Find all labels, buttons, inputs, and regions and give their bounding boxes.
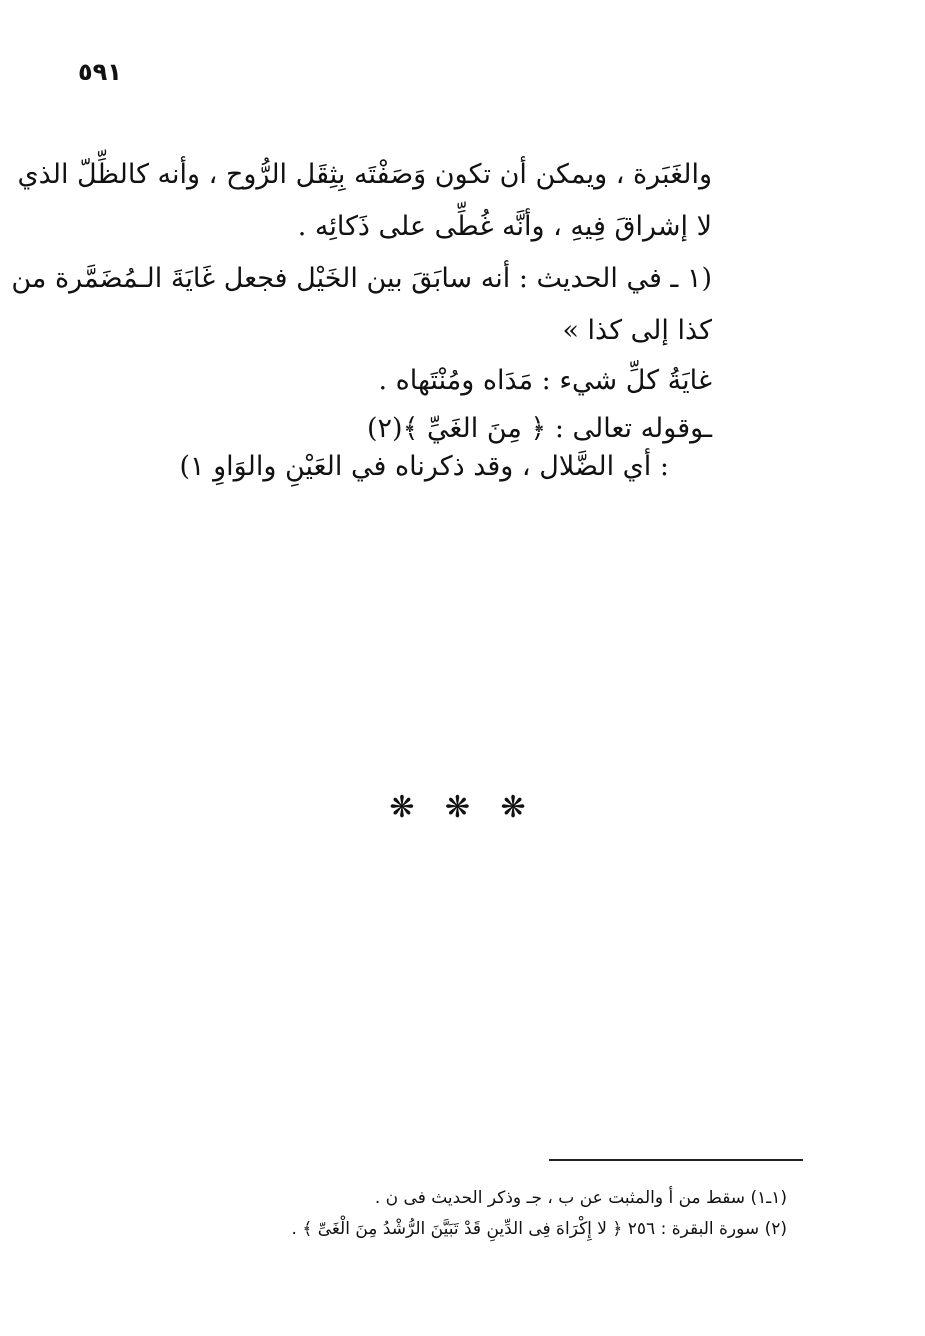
text-line-6: ـوقوله تعالى : ﴿ مِنَ الغَيِّ ﴾(٢) — [366, 413, 712, 444]
text-line-1: والغَبَرة ، ويمكن أن تكون وَصَفْتَه بِثِقَل الرُّوح ، وأنه كالظِّلّ الذي — [17, 159, 712, 190]
section-separator: ❋ ❋ ❋ — [389, 790, 536, 825]
text-line-2: لا إشراقَ فِيهِ ، وأنَّه غُطِّى على ذَكائِه . — [297, 211, 712, 242]
page-number: ٥٩١ — [78, 58, 122, 86]
footnote-divider — [549, 1159, 803, 1161]
text-line-4: كذا إلى كذا » — [562, 315, 712, 346]
main-text — [11, 152, 712, 482]
text-line-3: (١ ـ في الحديث : أنه سابَقَ بين الخَيْل فجعل غَايَةَ الـمُضَمَّرة من — [11, 263, 712, 294]
text-line-5: غايَةُ كلِّ شيء : مَدَاه ومُنْتَهاه . — [378, 365, 712, 396]
footnote-2: (٢) سورة البقرة : ٢٥٦ ﴿ لا إِكْرَاهَ فِى الدِّينِ قَدْ تَبَيَّنَ الرُّشْدُ مِنَ الْغَىِّ ﴾ . — [291, 1219, 787, 1239]
text-line-7: : أي الضَّلال ، وقد ذكرناه في العَيْنِ والوَاوِ ١) — [179, 451, 669, 482]
footnote-1: (١ـ١) سقط من أ والمثبت عن ب ، جـ وذكر الحديث فى ن . — [374, 1188, 787, 1208]
